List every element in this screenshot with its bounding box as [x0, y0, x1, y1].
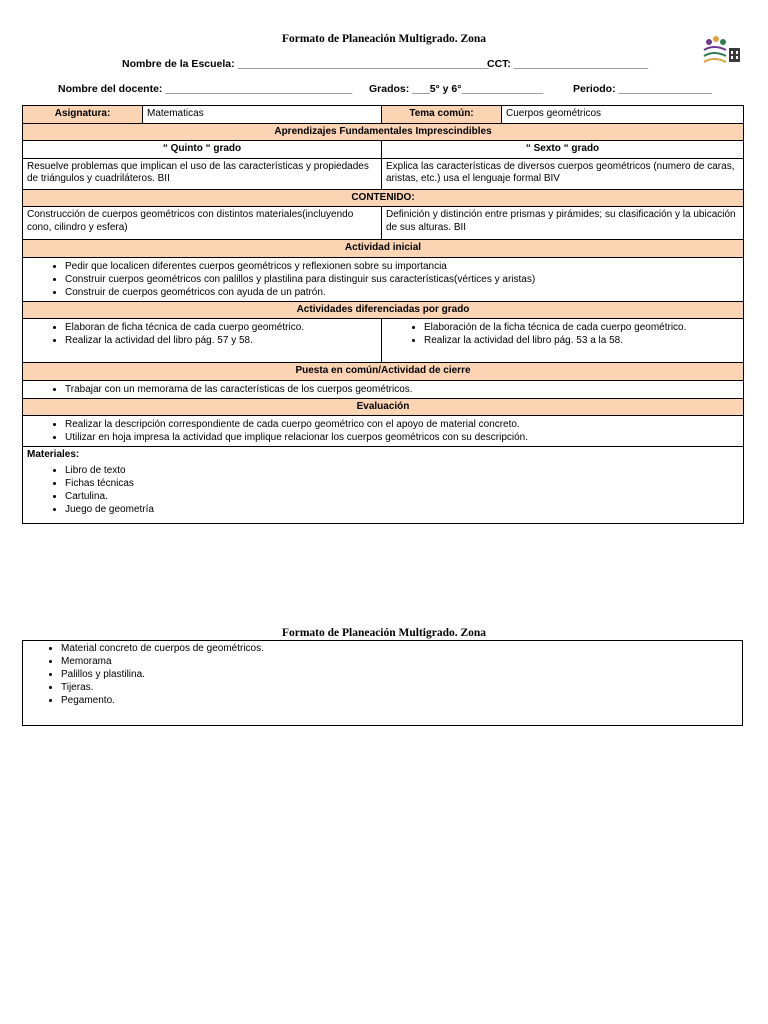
period-field: Periodo: ________________	[573, 83, 712, 95]
list-item: • Elaboran de ficha técnica de cada cuerpo geométrico.	[65, 321, 377, 334]
cierre-header: Puesta en común/Actividad de cierre	[23, 363, 744, 381]
grades-field: Grados: ___5° y 6°______________	[369, 83, 544, 95]
actividad-inicial-header: Actividad inicial	[23, 240, 744, 258]
evaluacion-list	[27, 418, 739, 444]
list-item: • Construir cuerpos geométricos con palillos y plastilina para distinguir sus características(vértices y aristas)	[65, 273, 739, 286]
cct-field: CCT: _______________________	[487, 58, 649, 70]
subject-label: Asignatura:	[23, 106, 143, 124]
contenido-header	[23, 189, 744, 207]
list-item: • Fichas técnicas	[65, 477, 739, 490]
page2-title: Formato de Planeación Multigrado. Zona	[281, 627, 487, 639]
actividad-inicial-list	[27, 260, 739, 299]
contenido-grade6: Definición y distinción entre prismas y pirámides; su clasificación y la ubicación de sus alturas. BII	[382, 207, 744, 240]
diferenciadas5-list	[27, 321, 377, 347]
subject-value: Matematicas	[143, 106, 382, 124]
diferenciadas-grade5	[23, 319, 382, 363]
list-item: • Cartulina.	[65, 490, 739, 503]
list-item: • Libro de texto	[65, 464, 739, 477]
topic-label: Tema común:	[382, 106, 502, 124]
contenido-grade5: Construcción de cuerpos geométricos con distintos materiales(incluyendo cono, cilindro y esfera)	[23, 207, 382, 240]
subject-row	[23, 106, 744, 124]
evaluacion-header: Evaluación	[23, 398, 744, 416]
aprendizajes-header: Aprendizajes Fundamentales Imprescindibles	[23, 123, 744, 141]
list-item: • Pegamento.	[61, 694, 742, 707]
list-item: • Realizar la actividad del libro pág. 53 a la 58.	[424, 334, 739, 347]
page2-materiales-box	[22, 640, 743, 726]
list-item: • Material concreto de cuerpos de geométricos.	[61, 642, 742, 655]
list-item: • Palillos y plastilina.	[61, 668, 742, 681]
grade6-header: “ Sexto “ grado	[382, 141, 744, 159]
page2-materiales-list	[23, 642, 742, 707]
planning-table	[22, 105, 744, 524]
grade5-header: “ Quinto “ grado	[23, 141, 382, 159]
page-title: Formato de Planeación Multigrado. Zona	[281, 33, 487, 45]
list-item: • Utilizar en hoja impresa la actividad que implique relacionar los cuerpos geométricos con su descripción.	[65, 431, 739, 444]
aprendizaje-grade5: Resuelve problemas que implican el uso de las características y propiedades de triángulos y cuadriláteros. BII	[23, 158, 382, 189]
materiales-list	[27, 464, 739, 516]
cierre-list	[27, 383, 739, 396]
list-item: • Pedir que localicen diferentes cuerpos geométricos y reflexionen sobre su importancia	[65, 260, 739, 273]
diferenciadas-header: Actividades diferenciadas por grado	[23, 301, 744, 319]
materiales-label: Materiales:	[27, 449, 80, 460]
list-item: • Realizar la actividad del libro pág. 57 y 58.	[65, 334, 377, 347]
list-item: • Tijeras.	[61, 681, 742, 694]
list-item: • Memorama	[61, 655, 742, 668]
aprendizaje-grade6: Explica las características de diversos cuerpos geométricos (numero de caras, aristas, etc.) usa el lenguaje formal BIV	[382, 158, 744, 189]
list-item: • Trabajar con un memorama de las características de los cuerpos geométricos.	[65, 383, 739, 396]
cierre-cell	[23, 380, 744, 398]
diferenciadas6-list	[386, 321, 739, 347]
list-item: • Realizar la descripción correspondiente de cada cuerpo geométrico con el apoyo de material concreto.	[65, 418, 739, 431]
list-item: • Construir de cuerpos geométricos con ayuda de un patrón.	[65, 286, 739, 299]
school-logo-icon	[702, 34, 742, 68]
school-name-field: Nombre de la Escuela: ___________________________________________	[122, 58, 489, 70]
actividad-inicial-cell	[23, 257, 744, 301]
topic-value: Cuerpos geométricos	[502, 106, 744, 124]
materiales-cell	[23, 447, 744, 524]
list-item: • Juego de geometría	[65, 503, 739, 516]
teacher-name-field: Nombre del docente: ________________________________	[58, 83, 353, 95]
contenido-title: CONTENIDO:	[351, 191, 415, 203]
diferenciadas-grade6	[382, 319, 744, 363]
evaluacion-cell	[23, 416, 744, 447]
list-item: • Elaboración de la ficha técnica de cada cuerpo geométrico.	[424, 321, 739, 334]
